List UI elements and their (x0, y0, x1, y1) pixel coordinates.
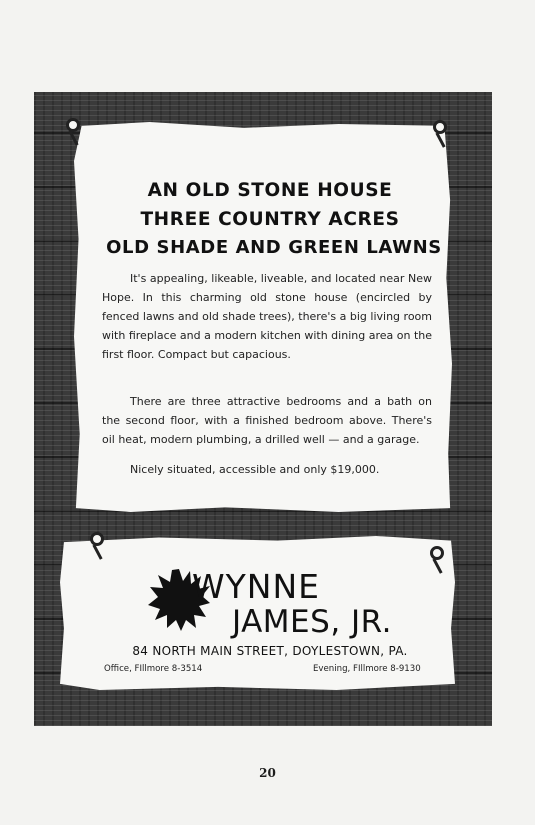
page-number: 20 (259, 766, 276, 780)
description-paragraph-1: It's appealing, likeable, liveable, and located near New Hope. In this charming old stone house (encircled by fenced lawns and old shade trees), there's a big living room with fireplace and a modern kitchen with dining area on the first floor. Compact but capacious. (102, 272, 432, 361)
realtor-name-line-2: JAMES, JR. (232, 604, 392, 640)
realtor-name-line-1: WYNNE (192, 567, 321, 606)
nail-icon (430, 546, 444, 560)
evening-phone: Evening, FIllmore 8-9130 (313, 664, 421, 674)
headline-line-3: OLD SHADE AND GREEN LAWNS (106, 237, 442, 258)
description-paragraph-2: There are three attractive bedrooms and a bath on the second floor, with a finished bedroom above. There's oil heat, modern plumbing, a drilled well — and a garage. (102, 395, 432, 446)
nail-icon (90, 532, 104, 546)
realtor-address: 84 NORTH MAIN STREET, DOYLESTOWN, PA. (132, 644, 408, 658)
nail-icon (433, 120, 447, 134)
headline-line-1: AN OLD STONE HOUSE (147, 180, 393, 201)
office-phone: Office, FIllmore 8-3514 (104, 664, 203, 674)
nail-icon (66, 118, 80, 132)
headline-line-2: THREE COUNTRY ACRES (140, 209, 400, 230)
description-paragraph-3: Nicely situated, accessible and only $19,000. (130, 463, 380, 476)
